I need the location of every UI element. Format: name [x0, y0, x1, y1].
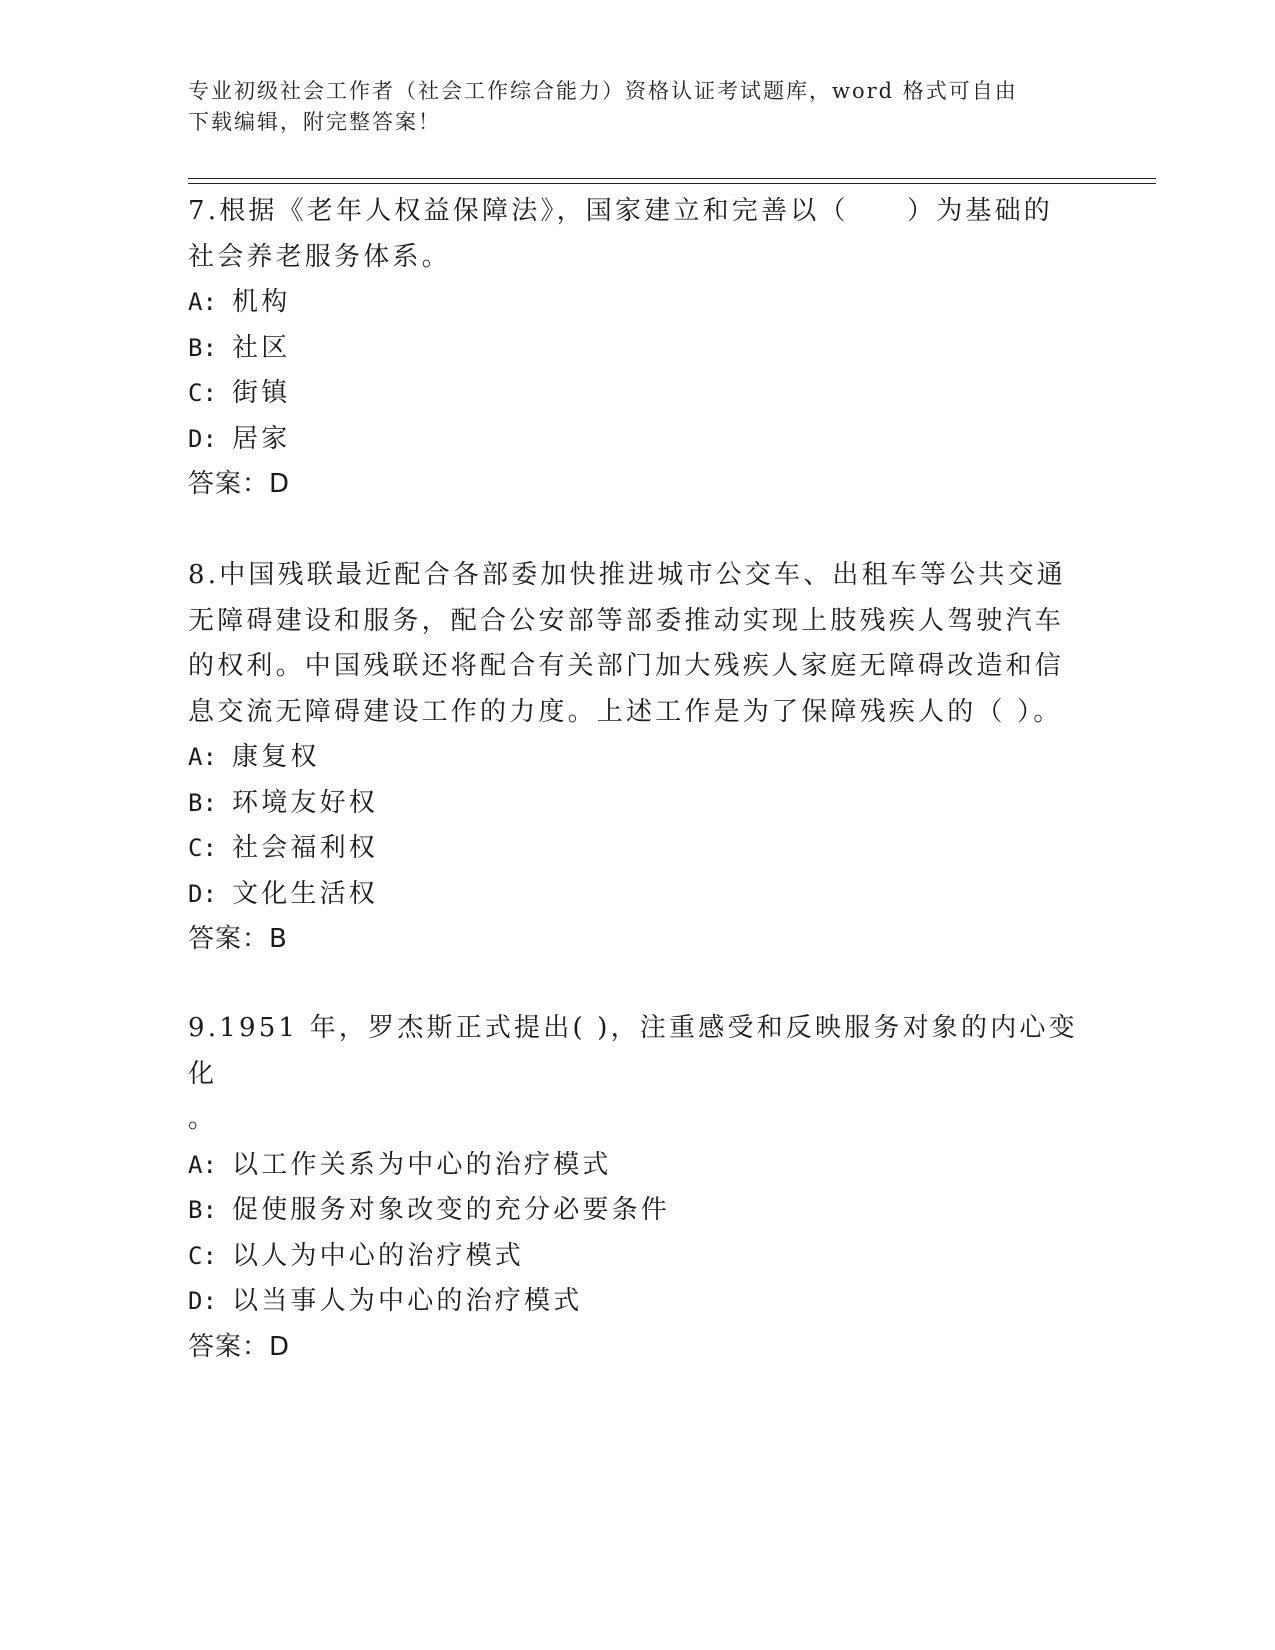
- option-text: 社区: [232, 332, 291, 363]
- option-letter: D:: [188, 1287, 217, 1315]
- question-7: [188, 189, 1088, 508]
- option-d: [188, 1279, 1088, 1325]
- header-line-2: 下载编辑，附完整答案！: [188, 110, 441, 134]
- option-b: [188, 1188, 1088, 1234]
- option-letter: C:: [188, 834, 217, 862]
- option-c: [188, 826, 1088, 872]
- option-text: 居家: [232, 423, 291, 454]
- option-letter: A:: [188, 1150, 217, 1179]
- question-stem-line: 7.根据《老年人权益保障法》，国家建立和完善以（ ）为基础的: [188, 196, 1054, 226]
- option-d: [188, 872, 1088, 918]
- header-divider-bottom: [188, 183, 1156, 184]
- option-letter: C:: [188, 1241, 217, 1270]
- option-text: 文化生活权: [232, 878, 379, 909]
- question-9: [188, 1006, 1088, 1370]
- option-c: [188, 1234, 1088, 1280]
- answer-line: 答案：D: [188, 1331, 291, 1362]
- header-divider-top: [188, 178, 1156, 179]
- option-letter: A:: [188, 288, 217, 316]
- option-letter: C:: [188, 379, 217, 407]
- option-b: [188, 781, 1088, 827]
- option-text: 康复权: [232, 742, 320, 772]
- option-b: [188, 326, 1088, 372]
- question-stem-line: 的权利。中国残联还将配合有关部门加大残疾人家庭无障碍改造和信: [188, 651, 1065, 681]
- option-text: 社会福利权: [232, 833, 379, 863]
- question-8: [188, 553, 1088, 963]
- answer-line: 答案：D: [188, 469, 291, 499]
- option-c: [188, 371, 1088, 417]
- option-letter: D:: [188, 424, 217, 453]
- option-letter: B:: [188, 333, 217, 362]
- option-letter: D:: [188, 879, 217, 908]
- header-line-1: 专业初级社会工作者（社会工作综合能力）资格认证考试题库，word 格式可自由: [188, 79, 1018, 103]
- option-a: [188, 1143, 1088, 1189]
- option-text: 机构: [232, 287, 291, 317]
- option-letter: B:: [188, 788, 217, 817]
- option-text: 以工作关系为中心的治疗模式: [232, 1149, 612, 1180]
- option-text: 街镇: [232, 378, 291, 408]
- option-a: [188, 735, 1088, 781]
- option-text: 环境友好权: [232, 787, 379, 818]
- question-stem-line: 社会养老服务体系。: [188, 241, 451, 272]
- question-stem-line: 无障碍建设和服务，配合公安部等部委推动实现上肢残疾人驾驶汽车: [188, 605, 1065, 636]
- option-text: 促使服务对象改变的充分必要条件: [232, 1195, 671, 1225]
- answer-line: 答案：B: [188, 924, 288, 954]
- document-header: [188, 76, 1088, 138]
- option-text: 以当事人为中心的治疗模式: [232, 1286, 583, 1316]
- question-stem-line: 9.1951 年，罗杰斯正式提出( )，注重感受和反映服务对象的内心变化: [188, 1013, 1078, 1089]
- option-text: 以人为中心的治疗模式: [232, 1240, 525, 1271]
- option-d: [188, 417, 1088, 463]
- question-stem-line: 息交流无障碍建设工作的力度。上述工作是为了保障残疾人的（ ）。: [188, 696, 1063, 727]
- option-letter: B:: [188, 1196, 217, 1224]
- question-stem-line: 。: [188, 1104, 218, 1134]
- option-letter: A:: [188, 743, 217, 771]
- question-stem-line: 8.中国残联最近配合各部委加快推进城市公交车、出租车等公共交通: [188, 560, 1067, 590]
- option-a: [188, 280, 1088, 326]
